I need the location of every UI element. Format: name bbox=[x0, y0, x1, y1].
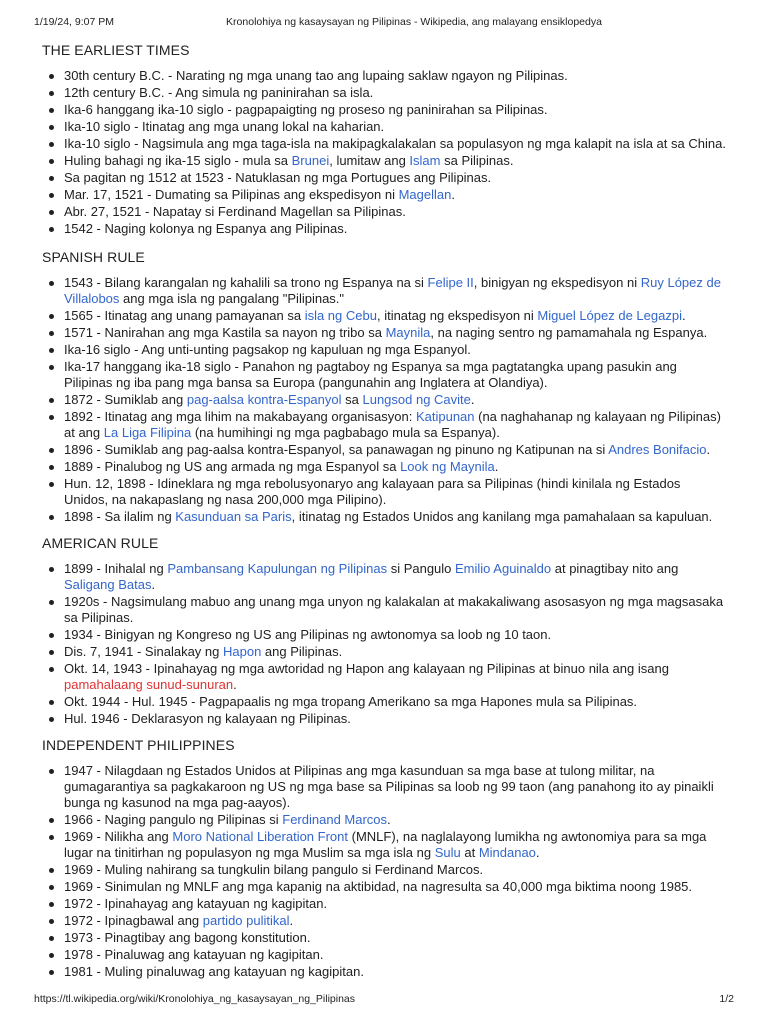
item-text: Ika-16 siglo - Ang unti-unting pagsakop ng kapuluan ng mga Espanyol. bbox=[64, 342, 471, 357]
timeline-item bbox=[42, 896, 728, 912]
item-text: , itinatag ng ekspedisyon ni bbox=[376, 308, 538, 323]
item-text: 1892 - Itinatag ang mga lihim na makabayang organisasyon: bbox=[64, 409, 416, 424]
timeline-item bbox=[42, 392, 728, 408]
item-text: . bbox=[387, 812, 391, 827]
wiki-redlink[interactable]: pamahalaang sunud-sunuran bbox=[64, 677, 234, 692]
wiki-link[interactable]: Sulu bbox=[434, 845, 461, 860]
item-text: Hun. 12, 1898 - Idineklara ng mga rebolusyonaryo ang kalayaan para sa Pilipinas (hindi kinilala ng Estados Unidos, na nakapaslang ng nasa 200,000 mga Pilipino). bbox=[64, 476, 681, 507]
item-text: 1966 - Naging pangulo ng Pilipinas si bbox=[64, 812, 283, 827]
item-text: 1947 - Nilagdaan ng Estados Unidos at Pilipinas ang mga kasunduan sa mga base at tulong militar, na gumagarantiya sa pagkakaroon ng US ng mga base sa Pilipinas sa loob ng 99 taon (ang panahong ito ay pinaikli bunga ng kasunod na mga pag-aayos). bbox=[64, 763, 714, 810]
wiki-link[interactable]: Mindanao bbox=[478, 845, 536, 860]
timeline-item bbox=[42, 85, 728, 101]
item-text: sa Pilipinas. bbox=[440, 153, 514, 168]
timeline-item bbox=[42, 661, 728, 693]
item-text: , lumitaw ang bbox=[329, 153, 410, 168]
item-text: . bbox=[470, 392, 475, 407]
print-date: 1/19/24, 9:07 PM bbox=[34, 16, 114, 28]
timeline-item bbox=[42, 862, 728, 878]
wiki-link[interactable]: Kasunduan sa Paris bbox=[175, 509, 292, 524]
wiki-link[interactable]: Hapon bbox=[222, 644, 262, 659]
item-text: Ika-6 hanggang ika-10 siglo - pagpapaigting ng proseso ng paninirahan sa Pilipinas. bbox=[64, 102, 548, 117]
item-text: (na naghahanap ng kalayaan ng Pilipinas) at ang bbox=[64, 409, 721, 440]
item-text: 1898 - Sa ilalim ng bbox=[64, 509, 176, 524]
item-text: ang Pilipinas. bbox=[261, 644, 343, 659]
timeline-item bbox=[42, 930, 728, 946]
timeline-item bbox=[42, 359, 728, 391]
wiki-link[interactable]: Andres Bonifacio bbox=[608, 442, 707, 457]
item-text: 1896 - Sumiklab ang pag-aalsa kontra-Espanyol, sa panawagan ng pinuno ng Katipunan na si bbox=[64, 442, 609, 457]
timeline-item bbox=[42, 964, 728, 980]
item-text: sa bbox=[341, 392, 363, 407]
item-text: 1571 - Nanirahan ang mga Kastila sa nayon ng tribo sa bbox=[64, 325, 386, 340]
timeline-item bbox=[42, 947, 728, 963]
item-text: si Pangulo bbox=[387, 561, 456, 576]
item-text: 1542 - Naging kolonya ng Espanya ang Pilipinas. bbox=[64, 221, 348, 236]
item-text: 1972 - Ipinagbawal ang bbox=[64, 913, 203, 928]
timeline-item bbox=[42, 763, 728, 811]
timeline-item bbox=[42, 204, 728, 220]
item-text: , itinatag ng Estados Unidos ang kanilang mga pamahalaan sa kapuluan. bbox=[291, 509, 713, 524]
item-text: Mar. 17, 1521 - Dumating sa Pilipinas ang ekspedisyon ni bbox=[64, 187, 399, 202]
timeline-item bbox=[42, 136, 728, 152]
item-text: 1872 - Sumiklab ang bbox=[64, 392, 187, 407]
item-text: . bbox=[706, 442, 711, 457]
timeline-item bbox=[42, 187, 728, 203]
item-text: 30th century B.C. - Narating ng mga unang tao ang lupaing saklaw ngayon ng Pilipinas. bbox=[64, 68, 568, 83]
timeline-item bbox=[42, 644, 728, 660]
timeline-item bbox=[42, 829, 728, 861]
timeline-item bbox=[42, 325, 728, 341]
wiki-link[interactable]: isla ng Cebu bbox=[304, 308, 377, 323]
wiki-link[interactable]: Look ng Maynila bbox=[400, 459, 495, 474]
section-earliest-times bbox=[42, 42, 728, 237]
item-text: 1543 - Bilang karangalan ng kahalili sa trono ng Espanya na si bbox=[64, 275, 428, 290]
item-text: 12th century B.C. - Ang simula ng paninirahan sa isla. bbox=[64, 85, 374, 100]
item-text: Dis. 7, 1941 - Sinalakay ng bbox=[64, 644, 223, 659]
wiki-link[interactable]: La Liga Filipina bbox=[103, 425, 192, 440]
timeline-item bbox=[42, 627, 728, 643]
timeline-list bbox=[42, 561, 728, 727]
timeline-item bbox=[42, 509, 728, 525]
wiki-link[interactable]: Felipe II bbox=[427, 275, 474, 290]
item-text: . bbox=[535, 845, 540, 860]
item-text: Okt. 1944 - Hul. 1945 - Pagpapaalis ng mga tropang Amerikano sa mga Hapones mula sa Pilipinas. bbox=[64, 694, 638, 709]
timeline-item bbox=[42, 913, 728, 929]
timeline-item bbox=[42, 594, 728, 626]
item-text: Okt. 14, 1943 - Ipinahayag ng mga awtoridad ng Hapon ang kalayaan ng Pilipinas at binuo nila ang isang bbox=[64, 661, 669, 676]
item-text: 1565 - Itinatag ang unang pamayanan sa bbox=[64, 308, 305, 323]
timeline-item bbox=[42, 879, 728, 895]
timeline-item bbox=[42, 812, 728, 828]
item-text: . bbox=[494, 459, 499, 474]
section-independent-philippines bbox=[42, 737, 728, 980]
wiki-link[interactable]: Miguel López de Legazpi bbox=[537, 308, 682, 323]
timeline-list bbox=[42, 763, 728, 980]
item-text: . bbox=[289, 913, 294, 928]
item-text: Hul. 1946 - Deklarasyon ng kalayaan ng Pilipinas. bbox=[64, 711, 351, 726]
print-url: https://tl.wikipedia.org/wiki/Kronolohiya_ng_kasaysayan_ng_Pilipinas bbox=[34, 993, 356, 1005]
timeline-list bbox=[42, 68, 728, 237]
item-text: . bbox=[681, 308, 686, 323]
page-number: 1/2 bbox=[719, 993, 734, 1005]
item-text: 1969 - Sinimulan ng MNLF ang mga kapanig na aktibidad, na nagresulta sa 40,000 mga biktima noong 1985. bbox=[64, 879, 693, 894]
wiki-link[interactable]: Lungsod ng Cavite bbox=[362, 392, 471, 407]
wiki-link[interactable]: pag-aalsa kontra-Espanyol bbox=[186, 392, 342, 407]
print-page-title: Kronolohiya ng kasaysayan ng Pilipinas - Wikipedia, ang malayang ensiklopedya bbox=[226, 16, 602, 28]
wiki-link[interactable]: Moro National Liberation Front bbox=[172, 829, 348, 844]
item-text: 1934 - Binigyan ng Kongreso ng US ang Pilipinas ng awtonomya sa loob ng 10 taon. bbox=[64, 627, 552, 642]
item-text: 1899 - Inihalal ng bbox=[64, 561, 168, 576]
wiki-link[interactable]: Ferdinand Marcos bbox=[282, 812, 388, 827]
item-text: 1978 - Pinaluwag ang katayuan ng kagipitan. bbox=[64, 947, 324, 962]
item-text: Ika-10 siglo - Itinatag ang mga unang lokal na kaharian. bbox=[64, 119, 385, 134]
timeline-item bbox=[42, 694, 728, 710]
item-text: 1973 - Pinagtibay ang bagong konstitution. bbox=[64, 930, 311, 945]
section-heading: AMERICAN RULE bbox=[42, 535, 159, 551]
item-text: at bbox=[460, 845, 479, 860]
item-text: (MNLF), na naglalayong lumikha ng awtonomiya para sa mga lugar na tinitirhan ng populasyon ng mga Muslim sa mga isla ng bbox=[64, 829, 707, 860]
wiki-link[interactable]: Magellan bbox=[398, 187, 452, 202]
timeline-item bbox=[42, 119, 728, 135]
wiki-link[interactable]: Emilio Aguinaldo bbox=[455, 561, 552, 576]
timeline-item bbox=[42, 308, 728, 324]
wiki-link[interactable]: partido pulitikal bbox=[202, 913, 290, 928]
item-text: at pinagtibay nito ang bbox=[551, 561, 679, 576]
timeline-item bbox=[42, 442, 728, 458]
item-text: 1969 - Muling nahirang sa tungkulin bilang pangulo si Ferdinand Marcos. bbox=[64, 862, 484, 877]
item-text: 1969 - Nilikha ang bbox=[64, 829, 173, 844]
timeline-item bbox=[42, 561, 728, 593]
timeline-item bbox=[42, 476, 728, 508]
item-text: , na naging sentro ng pamamahala ng Espanya. bbox=[430, 325, 708, 340]
timeline-item bbox=[42, 459, 728, 475]
item-text: 1889 - Pinalubog ng US ang armada ng mga Espanyol sa bbox=[64, 459, 401, 474]
timeline-item bbox=[42, 409, 728, 441]
item-text: . bbox=[233, 677, 237, 692]
item-text: (na humihingi ng mga pagbabago mula sa Espanya). bbox=[191, 425, 500, 440]
wiki-link[interactable]: Katipunan bbox=[415, 409, 475, 424]
section-heading: SPANISH RULE bbox=[42, 249, 145, 265]
timeline-item bbox=[42, 170, 728, 186]
timeline-item bbox=[42, 68, 728, 84]
wiki-link[interactable]: Maynila bbox=[385, 325, 431, 340]
wiki-link[interactable]: Ruy López de Villalobos bbox=[64, 275, 721, 306]
item-text: . bbox=[451, 187, 455, 202]
wiki-link[interactable]: Pambansang Kapulungan ng Pilipinas bbox=[167, 561, 388, 576]
item-text: , binigyan ng ekspedisyon ni bbox=[473, 275, 641, 290]
section-american-rule bbox=[42, 535, 728, 727]
timeline-item bbox=[42, 153, 728, 169]
timeline-item bbox=[42, 711, 728, 727]
item-text: 1920s - Nagsimulang mabuo ang unang mga unyon ng kalakalan at makakaliwang asosasyon ng mga magsasaka sa Pilipinas. bbox=[64, 594, 724, 625]
item-text: ang mga isla ng pangalang "Pilipinas." bbox=[119, 291, 345, 306]
item-text: Sa pagitan ng 1512 at 1523 - Natuklasan ng mga Portugues ang Pilipinas. bbox=[64, 170, 492, 185]
wiki-link[interactable]: Brunei bbox=[291, 153, 330, 168]
timeline-list bbox=[42, 275, 728, 525]
item-text: 1972 - Ipinahayag ang katayuan ng kagipitan. bbox=[64, 896, 328, 911]
wiki-link[interactable]: Islam bbox=[409, 153, 441, 168]
timeline-item bbox=[42, 102, 728, 118]
timeline-item bbox=[42, 221, 728, 237]
item-text: Huling bahagi ng ika-15 siglo - mula sa bbox=[64, 153, 292, 168]
section-heading: THE EARLIEST TIMES bbox=[42, 42, 190, 58]
timeline-item bbox=[42, 342, 728, 358]
item-text: . bbox=[151, 577, 156, 592]
section-heading: INDEPENDENT PHILIPPINES bbox=[42, 737, 235, 753]
item-text: Ika-10 siglo - Nagsimula ang mga taga-isla na makipagkalakalan sa populasyon ng mga kalapit na isla at sa China. bbox=[64, 136, 726, 151]
item-text: Ika-17 hanggang ika-18 siglo - Panahon ng pagtaboy ng Espanya sa mga pagtatangka upang pasukin ang Pilipinas ng iba pang mga bansa sa Europa (pangunahin ang Inglatera at Olandiya). bbox=[64, 359, 677, 390]
article-content bbox=[42, 42, 728, 986]
timeline-item bbox=[42, 275, 728, 307]
item-text: 1981 - Muling pinaluwag ang katayuan ng kagipitan. bbox=[64, 964, 364, 979]
section-spanish-rule bbox=[42, 249, 728, 525]
item-text: Abr. 27, 1521 - Napatay si Ferdinand Magellan sa Pilipinas. bbox=[64, 204, 406, 219]
wiki-link[interactable]: Saligang Batas bbox=[64, 577, 152, 592]
